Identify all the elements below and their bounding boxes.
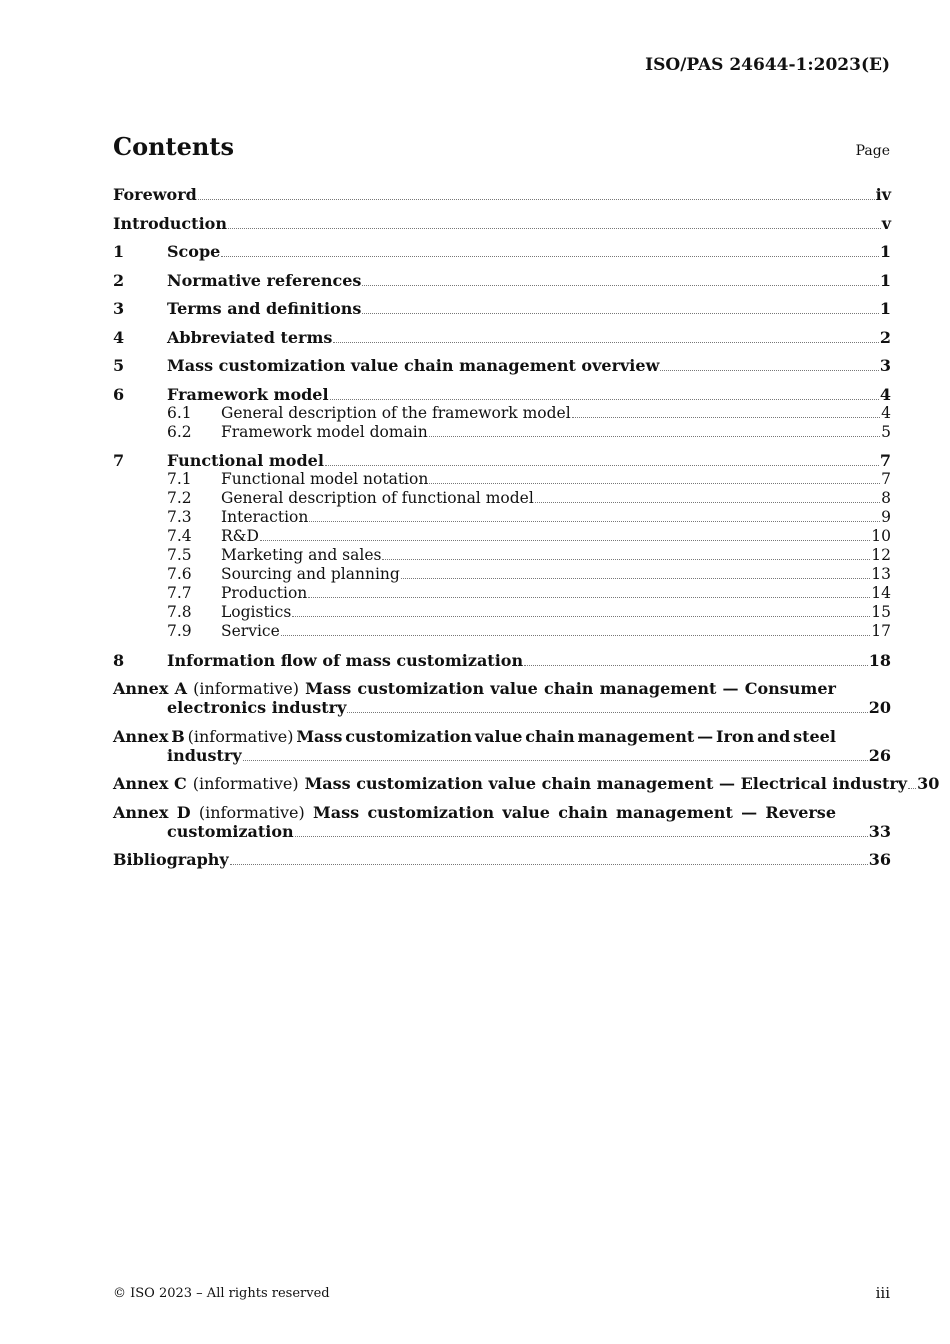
annex-title-word: — bbox=[697, 726, 714, 746]
dot-leader bbox=[308, 597, 870, 598]
toc-number: 7 bbox=[113, 451, 125, 470]
toc-label: R&D bbox=[221, 527, 259, 545]
toc-subentry-7-5[interactable] bbox=[113, 546, 891, 565]
dot-leader bbox=[429, 436, 880, 437]
annex-title-word: Iron bbox=[716, 726, 755, 746]
annex-prefix: Annex C bbox=[113, 774, 187, 793]
toc-number: 2 bbox=[113, 270, 125, 290]
document-id: ISO/PAS 24644-1:2023(E) bbox=[645, 55, 890, 75]
toc-label: Framework model bbox=[167, 384, 329, 404]
toc-page: 10 bbox=[871, 527, 891, 545]
toc-label: electronics industry bbox=[167, 698, 347, 717]
annex-title-word: steel bbox=[793, 726, 836, 746]
dot-leader bbox=[228, 228, 881, 229]
dot-leader bbox=[401, 578, 870, 579]
annex-title-word: customization bbox=[367, 802, 495, 822]
toc-label: Framework model domain bbox=[221, 422, 428, 441]
dot-leader bbox=[243, 760, 868, 761]
toc-label: General description of the framework model bbox=[221, 403, 571, 422]
toc-page: 7 bbox=[881, 470, 891, 488]
toc-page: v bbox=[881, 213, 891, 233]
toc-page: 36 bbox=[868, 850, 891, 869]
annex-title-word: value bbox=[474, 726, 523, 746]
toc-label: Functional model notation bbox=[221, 470, 429, 488]
toc-label: Service bbox=[221, 622, 280, 640]
page-title: Contents bbox=[113, 132, 234, 161]
toc-number: 7.9 bbox=[167, 622, 192, 640]
dot-leader bbox=[260, 540, 870, 541]
annex-note: (informative) bbox=[192, 774, 299, 793]
annex-title-word: management bbox=[577, 726, 695, 746]
page-number: iii bbox=[875, 1284, 890, 1302]
toc-label: General description of functional model bbox=[221, 489, 534, 507]
toc-number: 6 bbox=[113, 384, 125, 404]
toc-label: Introduction bbox=[113, 213, 227, 233]
annex-title-word: Mass bbox=[313, 802, 360, 822]
toc-label: industry bbox=[167, 745, 242, 765]
annex-letter: B bbox=[171, 726, 185, 746]
dot-leader bbox=[572, 417, 880, 418]
annex-word: Annex bbox=[113, 726, 169, 746]
toc-number: 4 bbox=[113, 327, 125, 347]
annex-title-word: — bbox=[741, 802, 758, 822]
annex-title-word: management bbox=[599, 679, 717, 698]
toc-page: 12 bbox=[871, 546, 891, 564]
annex-title-word: Mass bbox=[305, 679, 352, 698]
dot-leader bbox=[908, 788, 916, 789]
toc-label: Logistics bbox=[221, 603, 292, 621]
dot-leader bbox=[281, 635, 870, 636]
toc-subentry-6-1[interactable] bbox=[113, 404, 891, 423]
toc-number: 7.8 bbox=[167, 603, 192, 621]
dot-leader bbox=[333, 342, 878, 343]
annex-letter: A bbox=[174, 679, 187, 698]
dot-leader bbox=[660, 370, 879, 371]
dot-leader bbox=[524, 665, 868, 666]
toc-entry-bibliography[interactable] bbox=[113, 850, 891, 869]
annex-title-word: customization bbox=[345, 726, 472, 746]
toc-page: 14 bbox=[871, 584, 891, 602]
toc-page: 18 bbox=[868, 650, 891, 670]
toc-label: Production bbox=[221, 584, 308, 602]
toc-subentry-7-2[interactable] bbox=[113, 489, 891, 508]
copyright-notice: © ISO 2023 – All rights reserved bbox=[113, 1286, 330, 1301]
toc-entry-annex-c[interactable] bbox=[113, 774, 940, 793]
toc-number: 7.1 bbox=[167, 470, 192, 488]
dot-leader bbox=[362, 285, 878, 286]
toc-number: 7.6 bbox=[167, 565, 192, 583]
toc-number: 7.5 bbox=[167, 546, 192, 564]
annex-title-word: Mass bbox=[296, 726, 343, 746]
toc-subentry-7-9[interactable] bbox=[113, 622, 891, 641]
toc-entry-functional-model[interactable] bbox=[113, 451, 891, 470]
toc-entry-overview[interactable] bbox=[113, 356, 891, 375]
toc-page: 26 bbox=[868, 745, 891, 765]
toc-label: Scope bbox=[167, 242, 221, 261]
toc-number: 7.7 bbox=[167, 584, 192, 602]
toc-label: Bibliography bbox=[113, 850, 229, 869]
dot-leader bbox=[295, 836, 868, 837]
annex-title-word: chain bbox=[543, 679, 594, 698]
toc-page: 5 bbox=[881, 422, 891, 441]
toc-entry-terms-and-definitions[interactable] bbox=[113, 299, 891, 318]
annex-title-word: value bbox=[490, 679, 538, 698]
annex-word: Annex bbox=[113, 679, 169, 698]
toc-entry-annex-d[interactable] bbox=[113, 803, 891, 841]
toc-subentry-7-8[interactable] bbox=[113, 603, 891, 622]
dot-leader bbox=[382, 559, 870, 560]
toc-page: 3 bbox=[879, 356, 891, 375]
toc-page: 1 bbox=[879, 299, 891, 318]
toc-entry-introduction[interactable] bbox=[113, 214, 891, 233]
toc-entry-foreword[interactable] bbox=[113, 185, 891, 204]
annex-title-word: chain bbox=[558, 802, 608, 822]
annex-note: (informative) bbox=[193, 679, 300, 698]
toc-label: Interaction bbox=[221, 508, 309, 526]
toc-entry-framework-model[interactable] bbox=[113, 385, 891, 404]
annex-title-word: Consumer bbox=[744, 679, 836, 698]
toc-number: 5 bbox=[113, 356, 125, 375]
page-column-label: Page bbox=[855, 143, 890, 159]
toc-label: Mass customization value chain management overview bbox=[167, 356, 660, 375]
table-of-contents bbox=[113, 185, 940, 869]
toc-page: 4 bbox=[879, 384, 891, 404]
annex-note: (informative) bbox=[198, 802, 305, 822]
toc-label: Marketing and sales bbox=[221, 546, 382, 564]
toc-entry-annex-b[interactable] bbox=[113, 727, 891, 765]
dot-leader bbox=[347, 712, 867, 713]
annex-title-word: — bbox=[722, 679, 739, 698]
annex-title-word: Reverse bbox=[765, 802, 836, 822]
toc-page: 20 bbox=[868, 698, 891, 717]
dot-leader bbox=[292, 616, 870, 617]
dot-leader bbox=[325, 465, 879, 466]
dot-leader bbox=[221, 256, 879, 257]
toc-page: iv bbox=[875, 185, 891, 204]
toc-number: 8 bbox=[113, 650, 125, 670]
toc-page: 33 bbox=[868, 821, 891, 841]
toc-label: Foreword bbox=[113, 185, 197, 204]
annex-title-word: customization bbox=[357, 679, 485, 698]
toc-entry-information-flow[interactable] bbox=[113, 651, 891, 670]
dot-leader bbox=[198, 199, 875, 200]
toc-number: 3 bbox=[113, 299, 125, 318]
toc-label: customization bbox=[167, 821, 294, 841]
toc-page: 2 bbox=[879, 327, 891, 347]
toc-label: Information flow of mass customization bbox=[167, 650, 524, 670]
toc-page: 1 bbox=[879, 242, 891, 261]
dot-leader bbox=[330, 399, 879, 400]
annex-title-word: management bbox=[616, 802, 733, 822]
toc-page: 30 bbox=[917, 774, 940, 793]
toc-label: Abbreviated terms bbox=[167, 327, 333, 347]
toc-page: 17 bbox=[871, 622, 891, 640]
toc-number: 7.3 bbox=[167, 508, 192, 526]
toc-page: 9 bbox=[881, 508, 891, 526]
dot-leader bbox=[362, 313, 878, 314]
annex-letter: D bbox=[176, 802, 191, 822]
annex-title-word: chain bbox=[525, 726, 575, 746]
toc-page: 4 bbox=[881, 403, 891, 422]
toc-page: 7 bbox=[879, 451, 891, 470]
annex-title-word: value bbox=[502, 802, 550, 822]
toc-label: Terms and definitions bbox=[167, 299, 362, 318]
toc-subentry-6-2[interactable] bbox=[113, 423, 891, 442]
toc-subentry-7-4[interactable] bbox=[113, 527, 891, 546]
toc-entry-scope[interactable] bbox=[113, 242, 891, 261]
toc-number: 6.2 bbox=[167, 422, 192, 441]
toc-number: 7.2 bbox=[167, 489, 192, 507]
toc-subentry-7-6[interactable] bbox=[113, 565, 891, 584]
toc-page: 15 bbox=[871, 603, 891, 621]
toc-subentry-7-7[interactable] bbox=[113, 584, 891, 603]
toc-label: Functional model bbox=[167, 451, 324, 470]
dot-leader bbox=[230, 864, 868, 865]
toc-page: 8 bbox=[881, 489, 891, 507]
toc-page: 1 bbox=[879, 270, 891, 290]
dot-leader bbox=[535, 502, 880, 503]
toc-entry-abbreviated-terms[interactable] bbox=[113, 328, 891, 347]
annex-note: (informative) bbox=[187, 726, 294, 746]
annex-word: Annex bbox=[113, 802, 169, 822]
toc-label: Normative references bbox=[167, 270, 362, 290]
toc-number: 6.1 bbox=[167, 403, 192, 422]
toc-subentry-7-3[interactable] bbox=[113, 508, 891, 527]
dot-leader bbox=[309, 521, 880, 522]
toc-label: Sourcing and planning bbox=[221, 565, 400, 583]
toc-page: 13 bbox=[871, 565, 891, 583]
toc-number: 7.4 bbox=[167, 527, 192, 545]
toc-entry-normative-references[interactable] bbox=[113, 271, 891, 290]
toc-entry-annex-a[interactable] bbox=[113, 679, 891, 717]
toc-number: 1 bbox=[113, 242, 125, 261]
toc-subentry-7-1[interactable] bbox=[113, 470, 891, 489]
annex-title-word: and bbox=[757, 726, 791, 746]
dot-leader bbox=[429, 483, 880, 484]
toc-label: Mass customization value chain management — Electrical industry bbox=[304, 774, 908, 793]
